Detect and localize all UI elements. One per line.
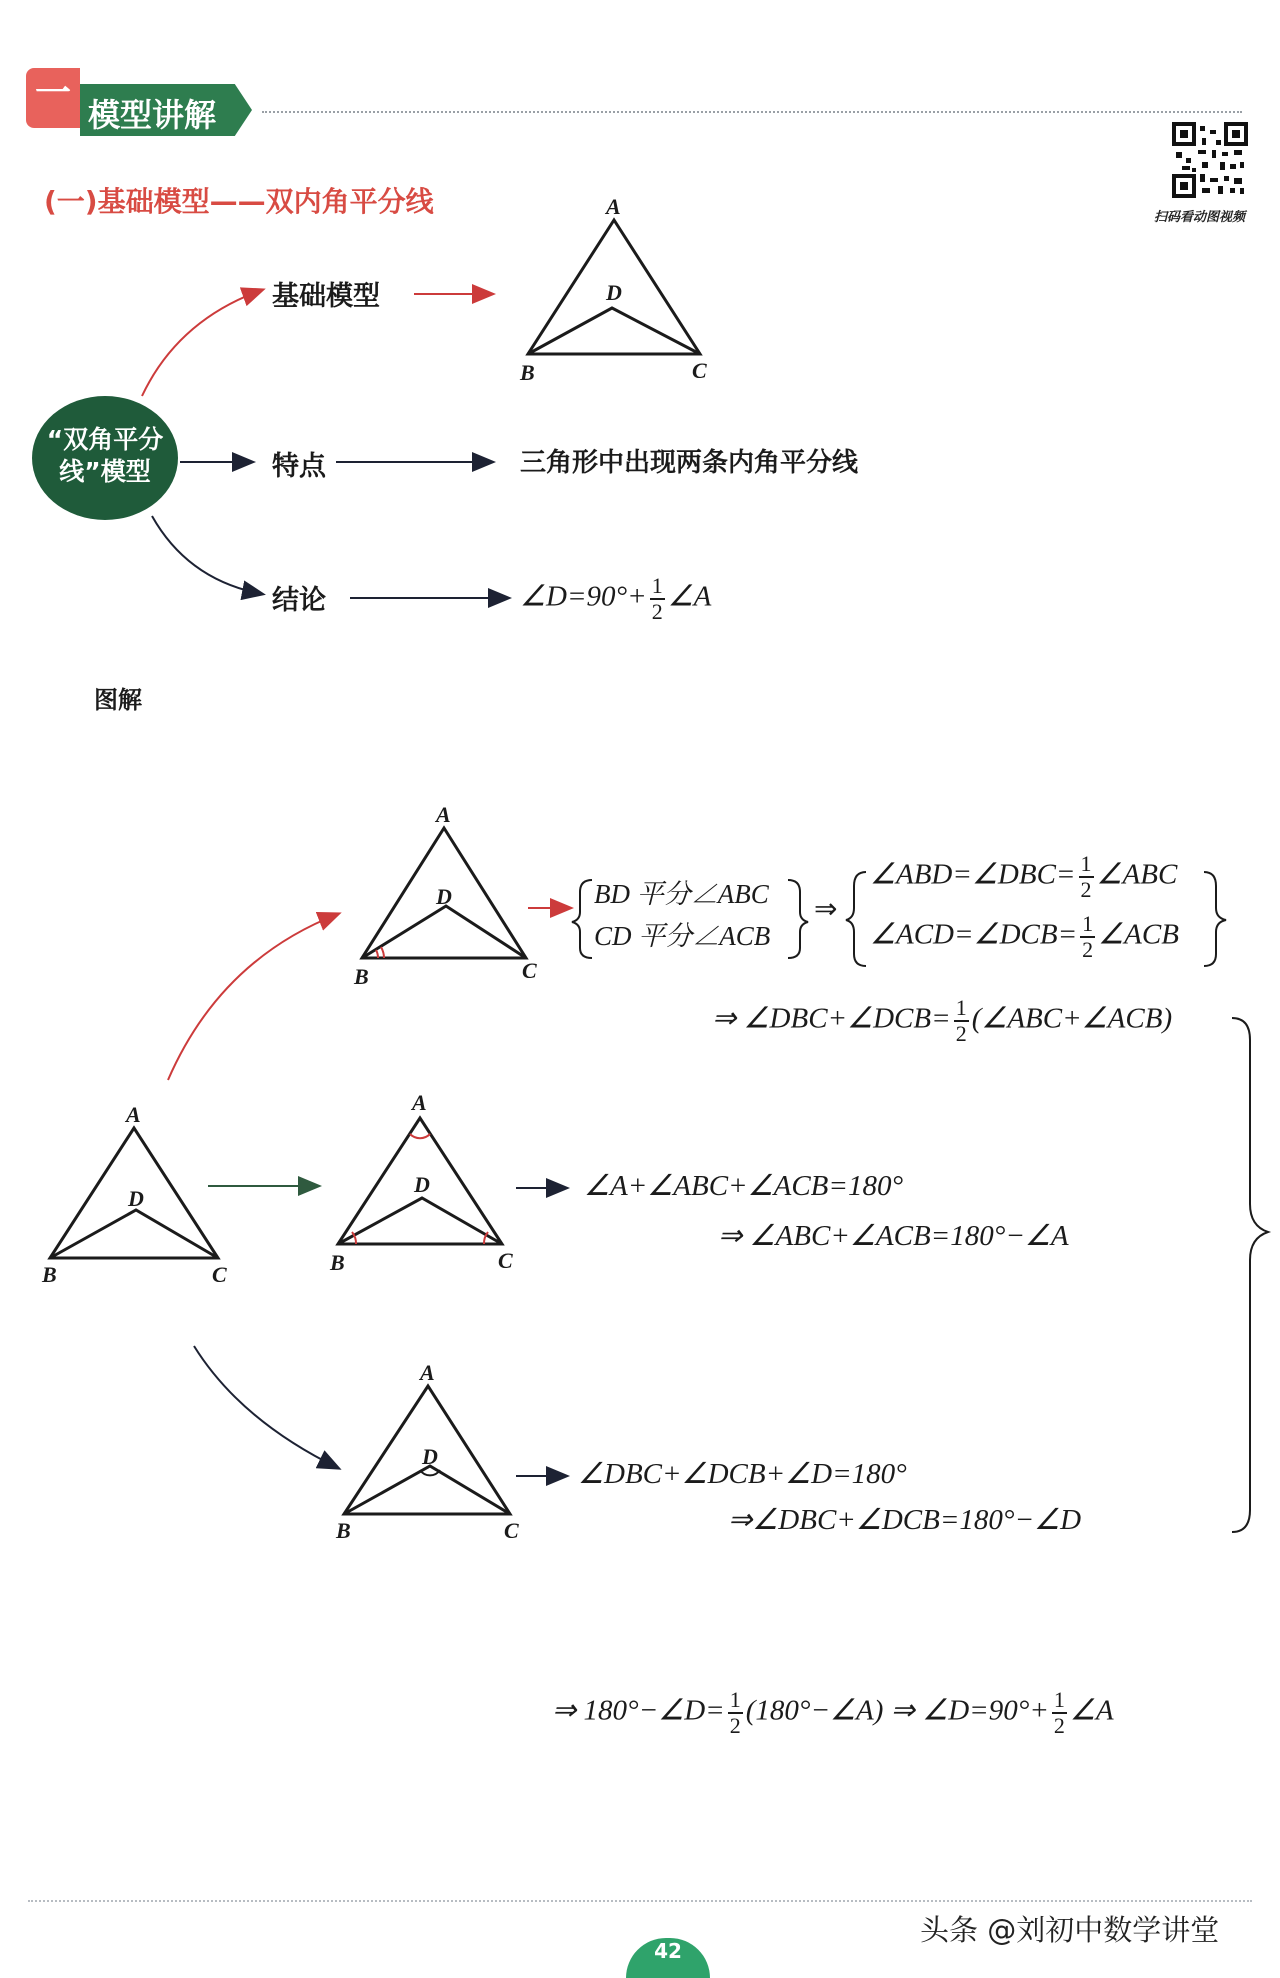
label-a-bisectors: A bbox=[436, 802, 451, 827]
final-conclusion: ⇒ 180°−∠D= $\frac{1}{2}$ (180°−∠A) ⇒ ∠D=90°+ $\frac{1}{2}$ ∠A bbox=[552, 1687, 1114, 1738]
label-c-bdc: C bbox=[504, 1518, 519, 1543]
branch-label-conclusion: 结论 bbox=[272, 585, 326, 616]
branch-label-basic: 基础模型 bbox=[272, 281, 380, 312]
implies-arrow: ⇒ bbox=[814, 894, 838, 925]
label-d-bdc: D bbox=[422, 1444, 438, 1469]
equation-angle-sum: ∠A+∠ABC+∠ACB=180° bbox=[584, 1170, 904, 1202]
equation-acd-dcb: ∠ACD=∠DCB= $\frac{1}{2}$ ∠ACB bbox=[870, 911, 1179, 962]
bottom-divider bbox=[28, 1900, 1252, 1902]
vertex-label-c-top: C bbox=[692, 358, 707, 383]
label-d-bisectors: D bbox=[436, 884, 452, 909]
section-title: 模型讲解 bbox=[88, 96, 217, 134]
left-brace-given bbox=[572, 880, 592, 958]
label-b-bdc: B bbox=[336, 1518, 351, 1543]
equation-dbc-plus-dcb: ⇒ ∠DBC+∠DCB= $\frac{1}{2}$ (∠ABC+∠ACB) bbox=[712, 995, 1173, 1046]
right-bracket-given bbox=[788, 880, 808, 958]
label-c-bisectors: C bbox=[522, 958, 537, 983]
diagram-heading: 图解 bbox=[94, 686, 142, 714]
page-number: 42 bbox=[654, 1939, 682, 1963]
conclusion-formula-right: ∠A bbox=[667, 580, 712, 613]
feature-description: 三角形中出现两条内角平分线 bbox=[520, 448, 859, 478]
given-cd-bisects: CD 平分∠ACB bbox=[594, 921, 771, 951]
left-brace-result bbox=[846, 872, 866, 966]
arrow-original-to-bisectors bbox=[168, 914, 338, 1080]
qr-caption: 扫码看动图视频 bbox=[1154, 210, 1246, 225]
equation-abd-dbc: ∠ABD=∠DBC= $\frac{1}{2}$ ∠ABC bbox=[870, 851, 1178, 902]
label-a-original: A bbox=[126, 1102, 141, 1127]
label-b-original: B bbox=[42, 1262, 57, 1287]
subsection-title: (一)基础模型——双内角平分线 bbox=[44, 185, 434, 218]
section-number-badge: 一 bbox=[26, 68, 80, 128]
label-a-bdc: A bbox=[420, 1360, 435, 1385]
label-b-angle-sum: B bbox=[330, 1250, 345, 1275]
equation-triangle-d-sum: ∠DBC+∠DCB+∠D=180° bbox=[578, 1458, 907, 1490]
vertex-label-a-top: A bbox=[606, 194, 621, 219]
label-d-original: D bbox=[128, 1186, 144, 1211]
given-bd-bisects: BD 平分∠ABC bbox=[594, 879, 769, 909]
label-c-original: C bbox=[212, 1262, 227, 1287]
large-right-brace bbox=[1232, 1018, 1268, 1532]
label-b-bisectors: B bbox=[354, 964, 369, 989]
vertex-label-d-top: D bbox=[606, 280, 622, 305]
label-a-angle-sum: A bbox=[412, 1090, 427, 1115]
equation-abc-plus-acb: ⇒ ∠ABC+∠ACB=180°−∠A bbox=[718, 1220, 1069, 1252]
model-node-line2: 线”模型 bbox=[59, 457, 151, 486]
vertex-label-b-top: B bbox=[520, 360, 535, 385]
conclusion-fraction: $\frac{1}{2}$ bbox=[651, 573, 663, 624]
model-node-line1: “双角平分 bbox=[46, 425, 164, 454]
conclusion-formula-left: ∠D=90°+ bbox=[520, 580, 647, 613]
right-bracket-result bbox=[1204, 872, 1226, 966]
watermark: 头条 @刘初中数学讲堂 bbox=[920, 1913, 1220, 1947]
branch-label-feature: 特点 bbox=[272, 451, 326, 482]
label-c-angle-sum: C bbox=[498, 1248, 513, 1273]
label-d-angle-sum: D bbox=[414, 1172, 430, 1197]
arrow-original-to-bdc bbox=[194, 1346, 338, 1468]
equation-dbc-plus-dcb-result: ⇒∠DBC+∠DCB=180°−∠D bbox=[728, 1504, 1082, 1536]
